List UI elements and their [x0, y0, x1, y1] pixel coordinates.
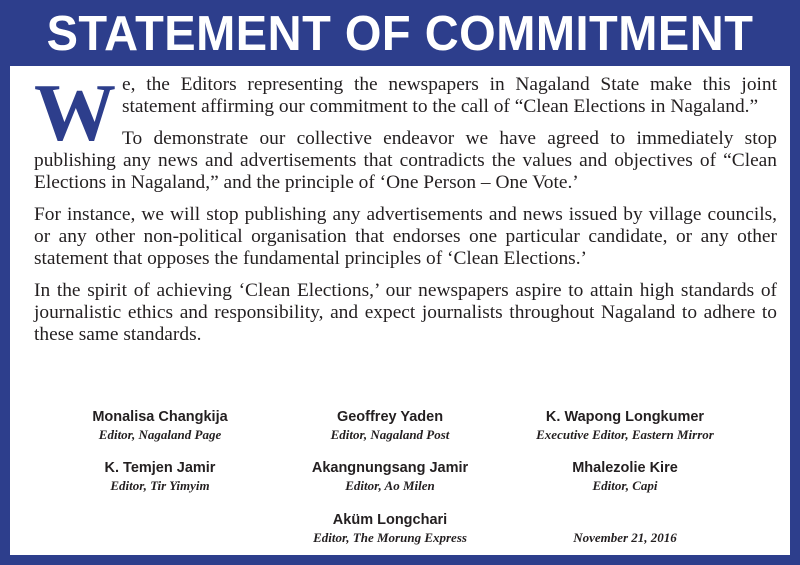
signatory-6: [500, 459, 750, 494]
paragraph-2: To demonstrate our collective endeavor we have agreed to immediately stop publishing any news and advertisements that contradicts the values and objectives of “Clean Elections in Nagaland,” and the principle of ‘One Person – One Vote.’: [34, 128, 777, 193]
signatory-role: Editor, Nagaland Page: [98, 427, 222, 442]
signatory-4: [35, 459, 285, 494]
signatory-name: K. Temjen Jamir: [104, 460, 216, 476]
drop-cap: W: [34, 67, 116, 158]
signatory-name: Geoffrey Yaden: [336, 409, 444, 425]
signatory-role: Editor, Nagaland Post: [330, 427, 450, 442]
page-title: STATEMENT OF COMMITMENT: [46, 4, 754, 61]
signatory-name: Mhalezolie Kire: [572, 460, 678, 476]
signatory-role: Editor, Capi: [592, 478, 658, 493]
signatory-role: Editor, Ao Milen: [345, 478, 435, 493]
signatory-role: Executive Editor, Eastern Mirror: [536, 427, 714, 442]
signatory-1: [35, 408, 285, 443]
paragraph-4: In the spirit of achieving ‘Clean Elections,’ our newspapers aspire to attain high standards of journalistic ethics and responsibility, and expect journalists throughout Nagaland to adhere to these same standards.: [34, 280, 777, 345]
paragraph-1-text: e, the Editors representing the newspapers in Nagaland State make this joint statement affirming our commitment to the call of “Clean Elections in Nagaland.”: [122, 74, 777, 117]
signatory-5: [265, 459, 515, 494]
signatory-7: [265, 511, 515, 546]
statement-date: November 21, 2016: [573, 530, 677, 545]
signatory-2: [265, 408, 515, 443]
signatory-name: Akangnungsang Jamir: [311, 460, 469, 476]
signatory-role: Editor, The Morung Express: [313, 530, 467, 545]
statement-body: [34, 67, 777, 356]
paragraph-1: [34, 67, 777, 158]
signatory-name: K. Wapong Longkumer: [545, 409, 705, 425]
signatory-name: Monalisa Changkija: [92, 409, 228, 425]
signatory-role: Editor, Tir Yimyim: [110, 478, 210, 493]
signatory-name: Aküm Longchari: [332, 512, 448, 528]
paragraph-3: For instance, we will stop publishing any advertisements and news issued by village councils, or any other non-political organisation that endorses one particular candidate, or any other statement that opposes the fundamental principles of ‘Clean Elections.’: [34, 204, 777, 269]
signatory-3: [500, 408, 750, 443]
statement-panel: [10, 66, 790, 555]
